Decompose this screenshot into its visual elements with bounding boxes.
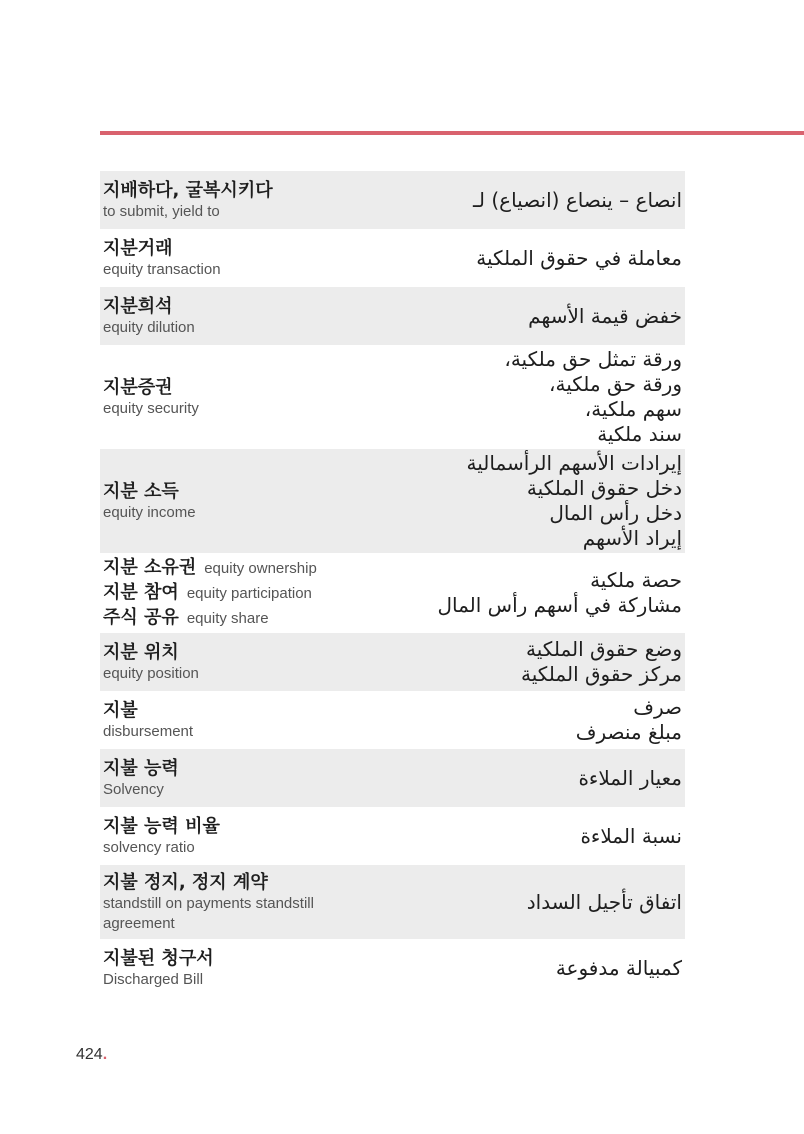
term-pair bbox=[103, 556, 317, 581]
entry-terms bbox=[103, 871, 353, 934]
arabic-translation bbox=[578, 766, 682, 791]
entry-terms bbox=[103, 699, 193, 742]
arabic-translation bbox=[476, 246, 682, 271]
arabic-translation bbox=[576, 695, 682, 745]
arabic-line: حصة ملكية bbox=[590, 568, 682, 592]
english-term: equity ownership bbox=[204, 559, 317, 577]
arabic-line: وضع حقوق الملكية bbox=[526, 637, 682, 661]
arabic-line: دخل رأس المال bbox=[549, 501, 682, 525]
english-term: Discharged Bill bbox=[103, 970, 204, 988]
english-term: solvency ratio bbox=[103, 838, 195, 856]
entry-terms bbox=[103, 641, 199, 684]
entry-terms bbox=[103, 815, 220, 858]
glossary-entry bbox=[100, 807, 685, 865]
page-number bbox=[76, 1046, 107, 1064]
arabic-translation bbox=[467, 451, 682, 551]
arabic-line: صرف bbox=[633, 695, 682, 719]
arabic-line: مبلغ منصرف bbox=[575, 720, 682, 744]
arabic-line: ورقة تمثل حق ملكية، bbox=[504, 347, 682, 371]
glossary-entry bbox=[100, 287, 685, 345]
korean-term: 지분 참여 bbox=[103, 581, 179, 603]
glossary-entry bbox=[100, 229, 685, 287]
arabic-translation bbox=[527, 890, 682, 915]
entry-terms bbox=[103, 947, 214, 990]
arabic-line: سهم ملكية، bbox=[584, 397, 682, 421]
glossary-entry bbox=[100, 691, 685, 749]
glossary-table bbox=[100, 171, 685, 997]
entry-terms bbox=[103, 376, 199, 419]
entry-terms bbox=[103, 556, 317, 631]
arabic-line: كمبيالة مدفوعة bbox=[555, 955, 682, 980]
arabic-line: مشاركة في أسهم رأس المال bbox=[437, 593, 682, 617]
korean-term: 지불 능력 비율 bbox=[103, 815, 220, 837]
glossary-entry bbox=[100, 865, 685, 939]
arabic-line: خفض قيمة الأسهم bbox=[528, 303, 682, 328]
korean-term: 지분 소득 bbox=[103, 480, 179, 502]
korean-term: 지불된 청구서 bbox=[103, 947, 214, 969]
korean-term: 지분거래 bbox=[103, 237, 173, 259]
term-pair bbox=[103, 581, 317, 606]
page-number-dot: . bbox=[102, 1046, 108, 1063]
entry-terms bbox=[103, 295, 195, 338]
arabic-translation bbox=[580, 824, 682, 849]
korean-term: 지분희석 bbox=[103, 295, 173, 317]
korean-term: 지배하다, 굴복시키다 bbox=[103, 179, 273, 201]
glossary-entry bbox=[100, 449, 685, 553]
english-term: equity share bbox=[186, 609, 269, 627]
arabic-line: ورقة حق ملكية، bbox=[549, 372, 682, 396]
english-term: Solvency bbox=[103, 780, 164, 798]
korean-term: 지분 소유권 bbox=[103, 556, 197, 578]
english-term: equity security bbox=[103, 399, 199, 417]
arabic-translation bbox=[473, 188, 682, 213]
glossary-entry bbox=[100, 633, 685, 691]
arabic-line: إيراد الأسهم bbox=[582, 526, 682, 550]
english-term: equity dilution bbox=[103, 318, 195, 336]
english-term: standstill on payments standstill agreement bbox=[103, 894, 314, 932]
entry-terms bbox=[103, 480, 196, 523]
arabic-line: سند ملكية bbox=[597, 422, 682, 446]
english-term: equity transaction bbox=[103, 260, 221, 278]
arabic-translation bbox=[528, 304, 682, 329]
arabic-line: دخل حقوق الملكية bbox=[526, 476, 682, 500]
header-rule bbox=[100, 131, 804, 135]
entry-terms bbox=[103, 179, 273, 222]
korean-term: 지분증권 bbox=[103, 376, 173, 398]
arabic-translation bbox=[437, 568, 682, 618]
entry-terms bbox=[103, 237, 221, 280]
arabic-line: معاملة في حقوق الملكية bbox=[476, 245, 682, 270]
korean-term: 지분 위치 bbox=[103, 641, 179, 663]
arabic-translation bbox=[556, 956, 682, 981]
term-pair bbox=[103, 606, 317, 631]
korean-term: 주식 공유 bbox=[103, 606, 179, 628]
entry-terms bbox=[103, 757, 179, 800]
english-term: disbursement bbox=[103, 722, 194, 740]
arabic-line: معيار الملاءة bbox=[578, 765, 682, 790]
glossary-entry bbox=[100, 553, 685, 633]
arabic-translation bbox=[504, 347, 682, 447]
glossary-entry bbox=[100, 345, 685, 449]
korean-term: 지불 능력 bbox=[103, 757, 179, 779]
arabic-translation bbox=[521, 637, 682, 687]
english-term: equity position bbox=[103, 664, 199, 682]
arabic-line: نسبة الملاءة bbox=[580, 823, 682, 848]
english-term: to submit, yield to bbox=[103, 202, 220, 220]
glossary-entry bbox=[100, 939, 685, 997]
english-term: equity participation bbox=[186, 584, 312, 602]
arabic-line: مركز حقوق الملكية bbox=[521, 662, 682, 686]
glossary-entry bbox=[100, 749, 685, 807]
korean-term: 지불 정지, 정지 계약 bbox=[103, 871, 268, 893]
arabic-line: اتفاق تأجيل السداد bbox=[526, 889, 682, 914]
korean-term: 지불 bbox=[103, 699, 138, 721]
english-term: equity income bbox=[103, 503, 196, 521]
arabic-line: إيرادات الأسهم الرأسمالية bbox=[466, 451, 682, 475]
page-number-text: 424 bbox=[76, 1046, 103, 1063]
glossary-entry bbox=[100, 171, 685, 229]
arabic-line: انصاع – ينصاع (انصياع) لـ bbox=[473, 187, 682, 212]
